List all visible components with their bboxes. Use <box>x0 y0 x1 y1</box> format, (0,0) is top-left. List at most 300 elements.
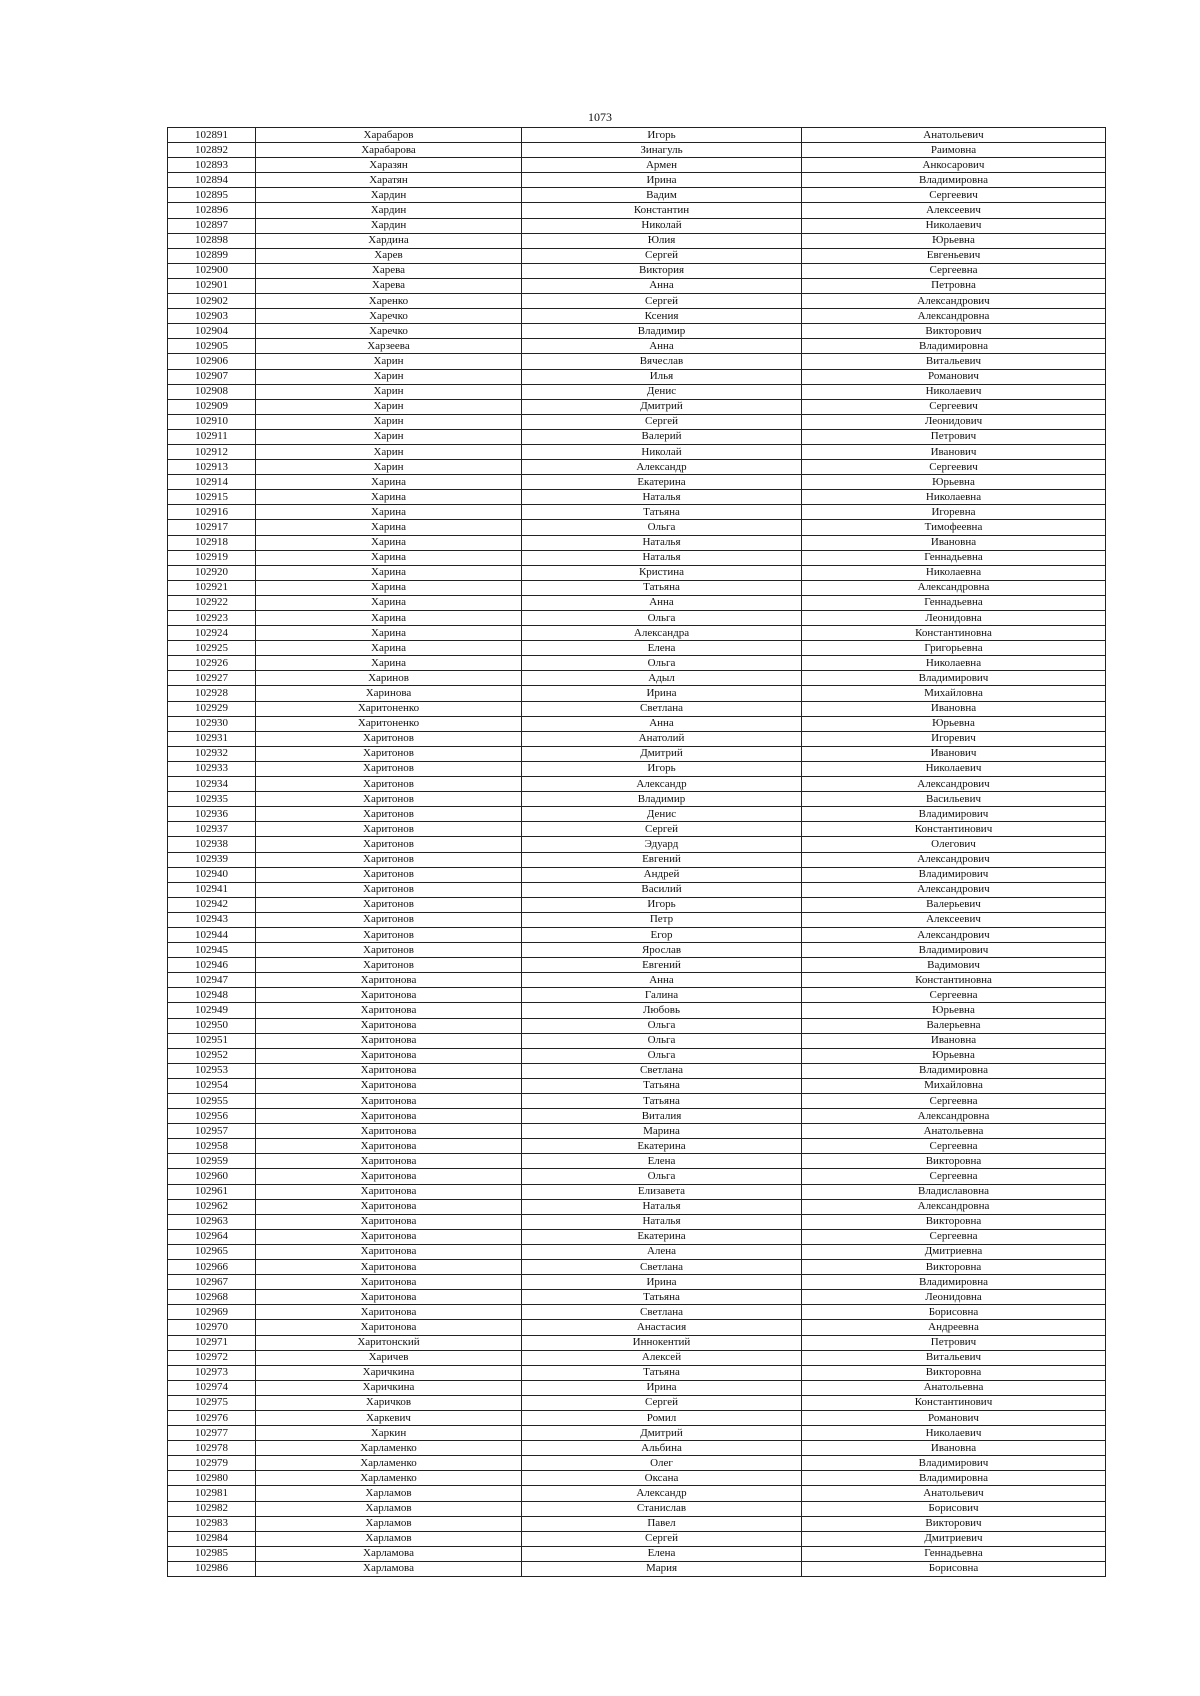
record-number-cell: 102964 <box>168 1229 256 1244</box>
record-number-cell: 102941 <box>168 882 256 897</box>
table-row <box>168 777 1106 792</box>
first-name-cell: Петр <box>522 912 802 927</box>
patronymic-cell: Владимирович <box>802 1456 1106 1471</box>
first-name-cell: Владимир <box>522 792 802 807</box>
patronymic-cell: Викторовна <box>802 1154 1106 1169</box>
first-name-cell: Елена <box>522 1546 802 1561</box>
patronymic-cell: Александровна <box>802 1199 1106 1214</box>
record-number-cell: 102971 <box>168 1335 256 1350</box>
patronymic-cell: Иванович <box>802 444 1106 459</box>
record-number-cell: 102954 <box>168 1078 256 1093</box>
record-number-cell: 102970 <box>168 1320 256 1335</box>
surname-cell: Харин <box>256 369 522 384</box>
table-row <box>168 429 1106 444</box>
first-name-cell: Алена <box>522 1244 802 1259</box>
first-name-cell: Ольга <box>522 1018 802 1033</box>
patronymic-cell: Сергеевна <box>802 1139 1106 1154</box>
record-number-cell: 102978 <box>168 1441 256 1456</box>
first-name-cell: Ольга <box>522 520 802 535</box>
surname-cell: Харин <box>256 460 522 475</box>
surname-cell: Харабарова <box>256 143 522 158</box>
patronymic-cell: Юрьевна <box>802 1048 1106 1063</box>
patronymic-cell: Владимировна <box>802 1063 1106 1078</box>
patronymic-cell: Дмитриевич <box>802 1531 1106 1546</box>
table-row <box>168 218 1106 233</box>
table-row <box>168 1456 1106 1471</box>
table-row <box>168 641 1106 656</box>
first-name-cell: Вадим <box>522 188 802 203</box>
table-row <box>168 1320 1106 1335</box>
patronymic-cell: Викторович <box>802 1516 1106 1531</box>
patronymic-cell: Владимировна <box>802 1471 1106 1486</box>
surname-cell: Харина <box>256 580 522 595</box>
first-name-cell: Иннокентий <box>522 1335 802 1350</box>
table-row <box>168 626 1106 641</box>
first-name-cell: Сергей <box>522 294 802 309</box>
patronymic-cell: Игоревна <box>802 505 1106 520</box>
surname-cell: Харенко <box>256 294 522 309</box>
first-name-cell: Мария <box>522 1561 802 1576</box>
patronymic-cell: Борисович <box>802 1501 1106 1516</box>
table-row <box>168 1380 1106 1395</box>
record-number-cell: 102916 <box>168 505 256 520</box>
surname-cell: Харев <box>256 248 522 263</box>
patronymic-cell: Александрович <box>802 927 1106 942</box>
surname-cell: Харитонов <box>256 837 522 852</box>
table-row <box>168 746 1106 761</box>
patronymic-cell: Владимировна <box>802 1275 1106 1290</box>
surname-cell: Харитонов <box>256 852 522 867</box>
first-name-cell: Егор <box>522 927 802 942</box>
first-name-cell: Кристина <box>522 565 802 580</box>
first-name-cell: Дмитрий <box>522 399 802 414</box>
first-name-cell: Любовь <box>522 1003 802 1018</box>
surname-cell: Харитонов <box>256 867 522 882</box>
table-row <box>168 1365 1106 1380</box>
record-number-cell: 102900 <box>168 263 256 278</box>
first-name-cell: Александр <box>522 460 802 475</box>
table-row <box>168 1109 1106 1124</box>
record-number-cell: 102938 <box>168 837 256 852</box>
patronymic-cell: Александровна <box>802 1109 1106 1124</box>
first-name-cell: Николай <box>522 218 802 233</box>
table-row <box>168 1441 1106 1456</box>
surname-cell: Харламенко <box>256 1441 522 1456</box>
table-row <box>168 1395 1106 1410</box>
table-row <box>168 309 1106 324</box>
page-number: 1073 <box>588 110 612 124</box>
table-row <box>168 1184 1106 1199</box>
record-number-cell: 102965 <box>168 1244 256 1259</box>
record-number-cell: 102902 <box>168 294 256 309</box>
table-row <box>168 1260 1106 1275</box>
first-name-cell: Марина <box>522 1124 802 1139</box>
table-row <box>168 1486 1106 1501</box>
first-name-cell: Василий <box>522 882 802 897</box>
surname-cell: Харина <box>256 490 522 505</box>
record-number-cell: 102980 <box>168 1471 256 1486</box>
surname-cell: Харитонова <box>256 988 522 1003</box>
record-number-cell: 102892 <box>168 143 256 158</box>
table-row <box>168 1350 1106 1365</box>
surname-cell: Харламов <box>256 1486 522 1501</box>
surname-cell: Харитонова <box>256 1199 522 1214</box>
table-row <box>168 1033 1106 1048</box>
patronymic-cell: Сергеевна <box>802 1229 1106 1244</box>
record-number-cell: 102948 <box>168 988 256 1003</box>
first-name-cell: Екатерина <box>522 1229 802 1244</box>
record-number-cell: 102962 <box>168 1199 256 1214</box>
record-number-cell: 102956 <box>168 1109 256 1124</box>
table-row <box>168 731 1106 746</box>
record-number-cell: 102895 <box>168 188 256 203</box>
patronymic-cell: Тимофеевна <box>802 520 1106 535</box>
table-row <box>168 369 1106 384</box>
table-row <box>168 822 1106 837</box>
record-number-cell: 102952 <box>168 1048 256 1063</box>
surname-cell: Харитонов <box>256 958 522 973</box>
surname-cell: Харин <box>256 414 522 429</box>
record-number-cell: 102946 <box>168 958 256 973</box>
patronymic-cell: Сергеевич <box>802 399 1106 414</box>
record-number-cell: 102918 <box>168 535 256 550</box>
table-row <box>168 837 1106 852</box>
patronymic-cell: Владимирович <box>802 671 1106 686</box>
table-row <box>168 263 1106 278</box>
patronymic-cell: Александрович <box>802 882 1106 897</box>
table-row <box>168 943 1106 958</box>
surname-cell: Харинов <box>256 671 522 686</box>
patronymic-cell: Константинович <box>802 1395 1106 1410</box>
record-number-cell: 102984 <box>168 1531 256 1546</box>
patronymic-cell: Валерьевна <box>802 1018 1106 1033</box>
surname-cell: Харитонова <box>256 1275 522 1290</box>
record-number-cell: 102905 <box>168 339 256 354</box>
first-name-cell: Светлана <box>522 1305 802 1320</box>
table-row <box>168 1169 1106 1184</box>
surname-cell: Харева <box>256 263 522 278</box>
surname-cell: Харина <box>256 626 522 641</box>
patronymic-cell: Борисовна <box>802 1561 1106 1576</box>
table-row <box>168 973 1106 988</box>
record-number-cell: 102912 <box>168 444 256 459</box>
table-row <box>168 460 1106 475</box>
surname-cell: Харина <box>256 656 522 671</box>
surname-cell: Харитонова <box>256 1229 522 1244</box>
table-row <box>168 1426 1106 1441</box>
surname-cell: Харинова <box>256 686 522 701</box>
patronymic-cell: Сергеевна <box>802 988 1106 1003</box>
surname-cell: Харитонова <box>256 1078 522 1093</box>
record-number-cell: 102909 <box>168 399 256 414</box>
first-name-cell: Татьяна <box>522 580 802 595</box>
surname-cell: Харитонова <box>256 1184 522 1199</box>
patronymic-cell: Николаевна <box>802 565 1106 580</box>
patronymic-cell: Юрьевна <box>802 1003 1106 1018</box>
table-row <box>168 158 1106 173</box>
first-name-cell: Елена <box>522 1154 802 1169</box>
patronymic-cell: Александровна <box>802 580 1106 595</box>
first-name-cell: Владимир <box>522 324 802 339</box>
surname-cell: Харламов <box>256 1501 522 1516</box>
surname-cell: Харина <box>256 520 522 535</box>
first-name-cell: Ирина <box>522 173 802 188</box>
patronymic-cell: Константиновна <box>802 626 1106 641</box>
first-name-cell: Ярослав <box>522 943 802 958</box>
patronymic-cell: Константиновна <box>802 973 1106 988</box>
table-row <box>168 1214 1106 1229</box>
first-name-cell: Евгений <box>522 852 802 867</box>
surname-cell: Харин <box>256 444 522 459</box>
first-name-cell: Виталия <box>522 1109 802 1124</box>
table-row <box>168 1290 1106 1305</box>
surname-cell: Харитонова <box>256 1244 522 1259</box>
first-name-cell: Светлана <box>522 701 802 716</box>
surname-cell: Харичкина <box>256 1380 522 1395</box>
table-row <box>168 399 1106 414</box>
first-name-cell: Галина <box>522 988 802 1003</box>
patronymic-cell: Сергеевич <box>802 188 1106 203</box>
first-name-cell: Армен <box>522 158 802 173</box>
record-number-cell: 102981 <box>168 1486 256 1501</box>
first-name-cell: Ксения <box>522 309 802 324</box>
surname-cell: Харина <box>256 641 522 656</box>
first-name-cell: Сергей <box>522 248 802 263</box>
record-number-cell: 102923 <box>168 611 256 626</box>
first-name-cell: Игорь <box>522 897 802 912</box>
record-number-cell: 102939 <box>168 852 256 867</box>
first-name-cell: Сергей <box>522 1395 802 1410</box>
first-name-cell: Светлана <box>522 1063 802 1078</box>
table-row <box>168 1048 1106 1063</box>
first-name-cell: Илья <box>522 369 802 384</box>
first-name-cell: Анна <box>522 973 802 988</box>
patronymic-cell: Анатольевна <box>802 1380 1106 1395</box>
table-row <box>168 1094 1106 1109</box>
surname-cell: Харина <box>256 595 522 610</box>
record-number-cell: 102936 <box>168 807 256 822</box>
patronymic-cell: Николаевич <box>802 218 1106 233</box>
patronymic-cell: Петрович <box>802 429 1106 444</box>
patronymic-cell: Владимировна <box>802 173 1106 188</box>
record-number-cell: 102972 <box>168 1350 256 1365</box>
first-name-cell: Сергей <box>522 1531 802 1546</box>
record-number-cell: 102937 <box>168 822 256 837</box>
table-row <box>168 1275 1106 1290</box>
patronymic-cell: Ивановна <box>802 1033 1106 1048</box>
first-name-cell: Ольга <box>522 656 802 671</box>
first-name-cell: Константин <box>522 203 802 218</box>
table-row <box>168 656 1106 671</box>
first-name-cell: Анастасия <box>522 1320 802 1335</box>
surname-cell: Харкин <box>256 1426 522 1441</box>
surname-cell: Харитонов <box>256 761 522 776</box>
patronymic-cell: Владимирович <box>802 867 1106 882</box>
table-row <box>168 339 1106 354</box>
surname-cell: Харина <box>256 475 522 490</box>
record-number-cell: 102945 <box>168 943 256 958</box>
table-row <box>168 611 1106 626</box>
record-number-cell: 102899 <box>168 248 256 263</box>
patronymic-cell: Александрович <box>802 852 1106 867</box>
patronymic-cell: Александровна <box>802 309 1106 324</box>
patronymic-cell: Николаевна <box>802 656 1106 671</box>
table-row <box>168 595 1106 610</box>
record-number-cell: 102934 <box>168 777 256 792</box>
patronymic-cell: Константинович <box>802 822 1106 837</box>
patronymic-cell: Анатольевич <box>802 1486 1106 1501</box>
first-name-cell: Ромил <box>522 1410 802 1425</box>
first-name-cell: Валерий <box>522 429 802 444</box>
table-row <box>168 1501 1106 1516</box>
table-row <box>168 414 1106 429</box>
table-row <box>168 324 1106 339</box>
patronymic-cell: Александрович <box>802 777 1106 792</box>
patronymic-cell: Юрьевна <box>802 475 1106 490</box>
surname-cell: Харитонова <box>256 1320 522 1335</box>
patronymic-cell: Михайловна <box>802 1078 1106 1093</box>
record-number-cell: 102917 <box>168 520 256 535</box>
table-row <box>168 580 1106 595</box>
surname-cell: Харин <box>256 354 522 369</box>
record-number-cell: 102957 <box>168 1124 256 1139</box>
first-name-cell: Ирина <box>522 686 802 701</box>
first-name-cell: Елена <box>522 641 802 656</box>
table-row <box>168 535 1106 550</box>
surname-cell: Харина <box>256 565 522 580</box>
patronymic-cell: Анатольевич <box>802 128 1106 143</box>
record-number-cell: 102908 <box>168 384 256 399</box>
patronymic-cell: Витальевич <box>802 354 1106 369</box>
record-number-cell: 102896 <box>168 203 256 218</box>
patronymic-cell: Леонидовна <box>802 611 1106 626</box>
record-number-cell: 102907 <box>168 369 256 384</box>
surname-cell: Харитонова <box>256 1109 522 1124</box>
first-name-cell: Эдуард <box>522 837 802 852</box>
table-row <box>168 505 1106 520</box>
patronymic-cell: Владиславовна <box>802 1184 1106 1199</box>
patronymic-cell: Викторовна <box>802 1260 1106 1275</box>
surname-cell: Харитонова <box>256 973 522 988</box>
surname-cell: Харламов <box>256 1531 522 1546</box>
surname-cell: Харитонов <box>256 792 522 807</box>
record-number-cell: 102959 <box>168 1154 256 1169</box>
patronymic-cell: Александрович <box>802 294 1106 309</box>
first-name-cell: Дмитрий <box>522 746 802 761</box>
record-number-cell: 102919 <box>168 550 256 565</box>
table-row <box>168 927 1106 942</box>
table-row <box>168 1410 1106 1425</box>
surname-cell: Харзеева <box>256 339 522 354</box>
patronymic-cell: Ивановна <box>802 701 1106 716</box>
record-number-cell: 102914 <box>168 475 256 490</box>
table-row <box>168 550 1106 565</box>
patronymic-cell: Вадимович <box>802 958 1106 973</box>
first-name-cell: Дмитрий <box>522 1426 802 1441</box>
patronymic-cell: Николаевич <box>802 1426 1106 1441</box>
record-number-cell: 102955 <box>168 1094 256 1109</box>
first-name-cell: Андрей <box>522 867 802 882</box>
record-number-cell: 102904 <box>168 324 256 339</box>
patronymic-cell: Евгеньевич <box>802 248 1106 263</box>
table-row <box>168 1516 1106 1531</box>
table-row <box>168 173 1106 188</box>
patronymic-cell: Анкосарович <box>802 158 1106 173</box>
registry-table <box>167 127 1106 1577</box>
first-name-cell: Олег <box>522 1456 802 1471</box>
record-number-cell: 102932 <box>168 746 256 761</box>
surname-cell: Харин <box>256 399 522 414</box>
patronymic-cell: Юрьевна <box>802 716 1106 731</box>
surname-cell: Харкевич <box>256 1410 522 1425</box>
surname-cell: Харитонов <box>256 807 522 822</box>
record-number-cell: 102979 <box>168 1456 256 1471</box>
surname-cell: Харитонский <box>256 1335 522 1350</box>
patronymic-cell: Григорьевна <box>802 641 1106 656</box>
record-number-cell: 102928 <box>168 686 256 701</box>
record-number-cell: 102944 <box>168 927 256 942</box>
record-number-cell: 102926 <box>168 656 256 671</box>
patronymic-cell: Романович <box>802 1410 1106 1425</box>
table-row <box>168 1154 1106 1169</box>
table-row <box>168 233 1106 248</box>
table-row <box>168 701 1106 716</box>
record-number-cell: 102963 <box>168 1214 256 1229</box>
surname-cell: Харитонова <box>256 1033 522 1048</box>
table-row <box>168 1561 1106 1576</box>
patronymic-cell: Викторовна <box>802 1214 1106 1229</box>
record-number-cell: 102968 <box>168 1290 256 1305</box>
first-name-cell: Анна <box>522 278 802 293</box>
surname-cell: Харламов <box>256 1516 522 1531</box>
patronymic-cell: Петровна <box>802 278 1106 293</box>
surname-cell: Харечко <box>256 324 522 339</box>
record-number-cell: 102915 <box>168 490 256 505</box>
first-name-cell: Зинагуль <box>522 143 802 158</box>
table-row <box>168 143 1106 158</box>
surname-cell: Хардин <box>256 203 522 218</box>
first-name-cell: Юлия <box>522 233 802 248</box>
surname-cell: Харатян <box>256 173 522 188</box>
patronymic-cell: Сергеевна <box>802 1094 1106 1109</box>
surname-cell: Харазян <box>256 158 522 173</box>
first-name-cell: Ирина <box>522 1275 802 1290</box>
surname-cell: Харин <box>256 429 522 444</box>
first-name-cell: Анна <box>522 339 802 354</box>
record-number-cell: 102951 <box>168 1033 256 1048</box>
first-name-cell: Денис <box>522 384 802 399</box>
first-name-cell: Светлана <box>522 1260 802 1275</box>
record-number-cell: 102940 <box>168 867 256 882</box>
record-number-cell: 102986 <box>168 1561 256 1576</box>
table-row <box>168 565 1106 580</box>
record-number-cell: 102929 <box>168 701 256 716</box>
patronymic-cell: Владимирович <box>802 943 1106 958</box>
record-number-cell: 102950 <box>168 1018 256 1033</box>
table-row <box>168 520 1106 535</box>
first-name-cell: Александр <box>522 1486 802 1501</box>
record-number-cell: 102976 <box>168 1410 256 1425</box>
patronymic-cell: Раимовна <box>802 143 1106 158</box>
surname-cell: Харабаров <box>256 128 522 143</box>
surname-cell: Харитонов <box>256 943 522 958</box>
surname-cell: Харичев <box>256 1350 522 1365</box>
surname-cell: Харитонова <box>256 1048 522 1063</box>
patronymic-cell: Геннадьевна <box>802 550 1106 565</box>
table-row <box>168 897 1106 912</box>
surname-cell: Харитонов <box>256 777 522 792</box>
first-name-cell: Татьяна <box>522 1094 802 1109</box>
